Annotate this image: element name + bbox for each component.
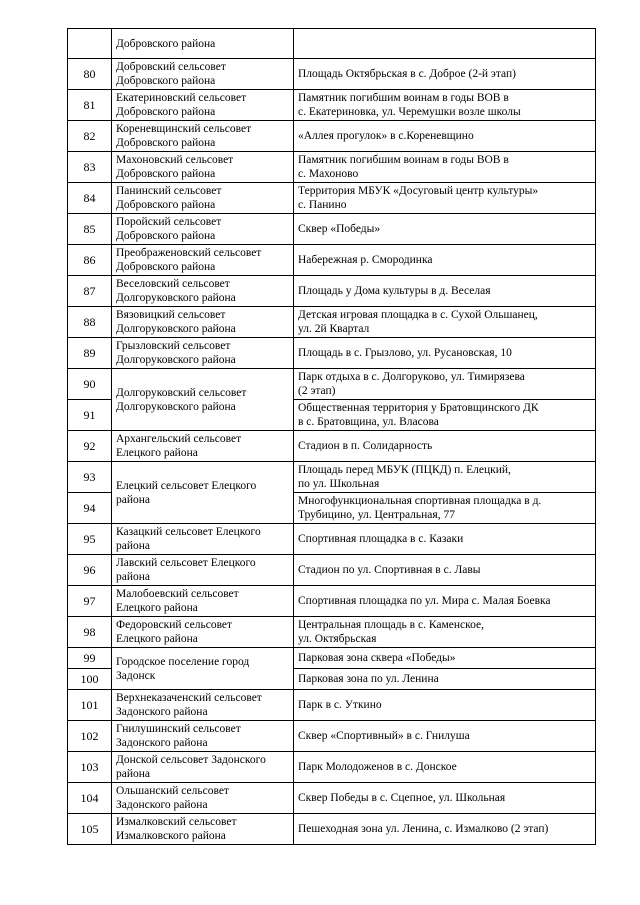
- table-row: [68, 152, 596, 183]
- territory-line: с. Махоново: [298, 168, 359, 180]
- municipality-cell: [112, 555, 294, 586]
- territory-cell: [294, 121, 596, 152]
- territory-cell: [294, 462, 596, 493]
- table-row: [68, 276, 596, 307]
- territory-cell: [294, 29, 596, 59]
- municipality-cell: [112, 183, 294, 214]
- territory-cell: [294, 183, 596, 214]
- row-number: 83: [68, 152, 112, 183]
- row-number: 88: [68, 307, 112, 338]
- row-number: 80: [68, 59, 112, 90]
- municipality-line: Добровского района: [116, 168, 216, 180]
- table-row: [68, 59, 596, 90]
- municipality-line: Долгоруковского района: [116, 292, 236, 304]
- territory-line: Спортивная площадка по ул. Мира с. Малая Боевка: [298, 595, 551, 607]
- municipality-line: Ольшанский сельсовет: [116, 785, 229, 797]
- row-number: 98: [68, 617, 112, 648]
- municipality-line: Задонского района: [116, 706, 208, 718]
- territory-line: Площадь Октябрьская в с. Доброе (2-й этап): [298, 68, 516, 80]
- row-number: 105: [68, 814, 112, 845]
- territory-cell: [294, 721, 596, 752]
- row-number: 84: [68, 183, 112, 214]
- table-row: [68, 183, 596, 214]
- municipality-line: Архангельский сельсовет: [116, 433, 242, 445]
- territory-line: (2 этап): [298, 385, 336, 397]
- table-body: [68, 29, 596, 845]
- territory-cell: [294, 59, 596, 90]
- table-row: [68, 369, 596, 400]
- municipality-line: Поройский сельсовет: [116, 216, 222, 228]
- table-row: [68, 338, 596, 369]
- territory-cell: [294, 783, 596, 814]
- table-row: [68, 29, 596, 59]
- municipality-cell: [112, 121, 294, 152]
- municipality-line: Веселовский сельсовет: [116, 278, 230, 290]
- municipality-cell: [112, 524, 294, 555]
- municipality-line: Долгоруковского района: [116, 400, 236, 413]
- territory-line: Парк отдыха в с. Долгоруково, ул. Тимирязева: [298, 371, 525, 383]
- municipality-line: Задонского района: [116, 799, 208, 811]
- municipality-cell: [112, 648, 294, 690]
- table-row: [68, 586, 596, 617]
- territory-cell: [294, 648, 596, 669]
- municipality-cell: [112, 90, 294, 121]
- territory-line: Центральная площадь в с. Каменское,: [298, 619, 484, 631]
- territory-cell: [294, 669, 596, 690]
- municipality-line: Добровского района: [116, 106, 216, 118]
- municipality-cell: [112, 586, 294, 617]
- territory-line: с. Панино: [298, 199, 347, 211]
- territory-line: Стадион в п. Солидарность: [298, 440, 433, 452]
- territory-line: Парковая зона сквера «Победы»: [298, 652, 456, 664]
- municipality-cell: [112, 369, 294, 431]
- territory-cell: [294, 431, 596, 462]
- territory-line: ул. Октябрьская: [298, 633, 377, 645]
- municipality-line: Измалковского района: [116, 830, 226, 842]
- row-number: 85: [68, 214, 112, 245]
- municipality-line: Добровского района: [116, 199, 216, 211]
- row-number: 100: [68, 669, 112, 690]
- row-number: 95: [68, 524, 112, 555]
- municipality-line: Задонск: [116, 669, 156, 682]
- municipality-cell: [112, 690, 294, 721]
- municipality-line: Елецкого района: [116, 633, 198, 645]
- municipality-cell: [112, 783, 294, 814]
- territory-line: Стадион по ул. Спортивная в с. Лавы: [298, 564, 481, 576]
- row-number: 103: [68, 752, 112, 783]
- row-number: 89: [68, 338, 112, 369]
- municipality-cell: [112, 814, 294, 845]
- row-number: 99: [68, 648, 112, 669]
- territory-cell: [294, 369, 596, 400]
- row-number: 104: [68, 783, 112, 814]
- municipality-line: Добровский сельсовет: [116, 61, 226, 73]
- municipality-line: Добровского района: [116, 137, 216, 149]
- table-row: [68, 690, 596, 721]
- territory-line: Многофункциональная спортивная площадка в д.: [298, 495, 542, 507]
- table-row: [68, 121, 596, 152]
- territory-line: Площадь у Дома культуры в д. Веселая: [298, 285, 491, 297]
- territory-cell: [294, 276, 596, 307]
- municipality-line: Долгоруковского района: [116, 354, 236, 366]
- table-row: [68, 307, 596, 338]
- table-row: [68, 90, 596, 121]
- territory-cell: [294, 152, 596, 183]
- territory-cell: [294, 524, 596, 555]
- territory-cell: [294, 214, 596, 245]
- row-number: 81: [68, 90, 112, 121]
- row-number: 93: [68, 462, 112, 493]
- municipality-cell: [112, 152, 294, 183]
- territory-cell: [294, 400, 596, 431]
- table-row: [68, 245, 596, 276]
- municipality-line: Кореневщинский сельсовет: [116, 123, 252, 135]
- table-row: [68, 752, 596, 783]
- municipality-line: района: [116, 540, 151, 552]
- municipality-cell: [112, 721, 294, 752]
- row-number: 90: [68, 369, 112, 400]
- municipality-line: района: [116, 768, 151, 780]
- territory-line: ул. 2й Квартал: [298, 323, 370, 335]
- municipality-line: Добровского района: [116, 261, 216, 273]
- row-number: [68, 29, 112, 59]
- municipality-line: Измалковский сельсовет: [116, 816, 237, 828]
- municipality-cell: [112, 29, 294, 59]
- municipality-line: Грызловский сельсовет: [116, 340, 231, 352]
- territory-line: Трубицино, ул. Центральная, 77: [298, 509, 455, 521]
- territory-line: Парк Молодоженов в с. Донское: [298, 761, 457, 773]
- territory-line: Набережная р. Смородинка: [298, 254, 433, 266]
- territory-cell: [294, 493, 596, 524]
- municipality-cell: [112, 617, 294, 648]
- territory-cell: [294, 555, 596, 586]
- municipality-line: Елецкого района: [116, 602, 198, 614]
- table-row: [68, 648, 596, 669]
- municipality-cell: [112, 276, 294, 307]
- territories-table: [67, 28, 596, 845]
- table-row: [68, 462, 596, 493]
- municipality-line: Преображеновский сельсовет: [116, 247, 262, 259]
- row-number: 101: [68, 690, 112, 721]
- territory-line: Сквер «Победы»: [298, 223, 381, 235]
- row-number: 94: [68, 493, 112, 524]
- municipality-line: района: [116, 571, 151, 583]
- municipality-line: Казацкий сельсовет Елецкого: [116, 526, 261, 538]
- territory-line: Детская игровая площадка в с. Сухой Ольшанец,: [298, 309, 538, 321]
- row-number: 91: [68, 400, 112, 431]
- territory-cell: [294, 307, 596, 338]
- municipality-line: Долгоруковского района: [116, 323, 236, 335]
- territory-line: Памятник погибшим воинам в годы ВОВ в: [298, 92, 509, 104]
- territory-line: по ул. Школьная: [298, 478, 380, 490]
- table-row: [68, 814, 596, 845]
- territory-line: Площадь перед МБУК (ПЦКД) п. Елецкий,: [298, 464, 511, 476]
- row-number: 82: [68, 121, 112, 152]
- territory-line: «Аллея прогулок» в с.Кореневщино: [298, 130, 474, 142]
- municipality-line: Екатериновский сельсовет: [116, 92, 247, 104]
- municipality-line: Верхнеказаченский сельсовет: [116, 692, 262, 704]
- territory-line: Общественная территория у Братовщинского ДК: [298, 402, 539, 414]
- territory-cell: [294, 752, 596, 783]
- territory-line: Сквер Победы в с. Сцепное, ул. Школьная: [298, 792, 506, 804]
- municipality-line: района: [116, 493, 151, 506]
- territory-line: Территория МБУК «Досуговый центр культуры»: [298, 185, 539, 197]
- municipality-line: Добровского района: [116, 230, 216, 242]
- table-row: [68, 524, 596, 555]
- municipality-line: Махоновский сельсовет: [116, 154, 234, 166]
- territory-cell: [294, 245, 596, 276]
- row-number: 87: [68, 276, 112, 307]
- territory-line: в с. Братовщина, ул. Власова: [298, 416, 439, 428]
- row-number: 92: [68, 431, 112, 462]
- municipality-cell: [112, 59, 294, 90]
- table-row: [68, 431, 596, 462]
- municipality-line: Долгоруковский сельсовет: [116, 386, 247, 399]
- municipality-cell: [112, 307, 294, 338]
- row-number: 102: [68, 721, 112, 752]
- territory-cell: [294, 90, 596, 121]
- municipality-cell: [112, 752, 294, 783]
- territory-cell: [294, 617, 596, 648]
- territory-line: с. Екатериновка, ул. Черемушки возле школы: [298, 106, 521, 118]
- municipality-line: Федоровский сельсовет: [116, 619, 233, 631]
- table-row: [68, 783, 596, 814]
- territory-line: Парк в с. Уткино: [298, 699, 382, 711]
- table-row: [68, 214, 596, 245]
- municipality-cell: [112, 245, 294, 276]
- municipality-line: Добровского района: [116, 75, 216, 87]
- table-row: [68, 617, 596, 648]
- municipality-cell: [112, 214, 294, 245]
- row-number: 86: [68, 245, 112, 276]
- municipality-line: Лавский сельсовет Елецкого: [116, 557, 256, 569]
- municipality-line: Панинский сельсовет: [116, 185, 222, 197]
- row-number: 97: [68, 586, 112, 617]
- territory-line: Парковая зона по ул. Ленина: [298, 673, 439, 685]
- municipality-line: Елецкого района: [116, 447, 198, 459]
- table-row: [68, 555, 596, 586]
- territory-cell: [294, 814, 596, 845]
- territory-line: Площадь в с. Грызлово, ул. Русановская, 10: [298, 347, 512, 359]
- municipality-line: Добровского района: [116, 37, 216, 50]
- municipality-line: Задонского района: [116, 737, 208, 749]
- municipality-line: Вязовицкий сельсовет: [116, 309, 226, 321]
- municipality-cell: [112, 431, 294, 462]
- territory-cell: [294, 690, 596, 721]
- territory-line: Сквер «Спортивный» в с. Гнилуша: [298, 730, 470, 742]
- territory-line: Спортивная площадка в с. Казаки: [298, 533, 464, 545]
- territory-cell: [294, 586, 596, 617]
- row-number: 96: [68, 555, 112, 586]
- municipality-line: Донской сельсовет Задонского: [116, 754, 266, 766]
- municipality-line: Городское поселение город: [116, 655, 250, 668]
- territory-cell: [294, 338, 596, 369]
- municipality-cell: [112, 338, 294, 369]
- municipality-line: Елецкий сельсовет Елецкого: [116, 479, 257, 492]
- municipality-cell: [112, 462, 294, 524]
- municipality-line: Малобоевский сельсовет: [116, 588, 239, 600]
- municipality-line: Гнилушинский сельсовет: [116, 723, 241, 735]
- territory-line: Пешеходная зона ул. Ленина, с. Измалково (2 этап): [298, 823, 549, 835]
- table-row: [68, 721, 596, 752]
- territory-line: Памятник погибшим воинам в годы ВОВ в: [298, 154, 509, 166]
